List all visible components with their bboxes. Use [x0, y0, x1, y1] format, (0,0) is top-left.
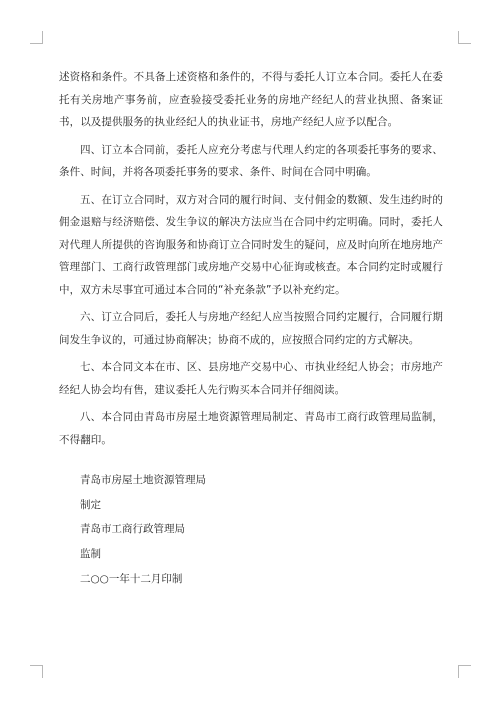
paragraph-continuation: 述资格和条件。不具备上述资格和条件的，不得与委托人订立本合同。委托人在委托有关房地产事务前，应查验接受委托业务的房地产经纪人的营业执照、备案证书，以及提供服务的执业经纪人的执业证书，房地产经纪人应予以配合。 — [59, 71, 443, 128]
crop-mark-top-left — [30, 31, 43, 44]
paragraph-clause-5: 五、在订立合同时，双方对合同的履行时间、支付佣金的数额、发生违约时的佣金退赔与经济赔偿、发生争议的解决方法应当在合同中约定明确。同时，委托人对代理人所提供的咨询服务和协商订立合同时发生的疑问，应及时向所在地房地产管理部门、工商行政管理部门或房地产交易中心征询或核查。本合同约定时或履行中，双方未尽事宜可通过本合同的“补充条款”予以补充约定。 — [59, 193, 443, 296]
paragraph-clause-4: 四、订立本合同前，委托人应充分考虑与代理人约定的各项委托事务的要求、条件、时间，并将各项委托事务的要求、条件、时间在合同中明确。 — [59, 143, 443, 178]
issuer-name: 青岛市房屋土地资源管理局 — [80, 474, 206, 486]
supervisor-role: 监制 — [80, 548, 101, 560]
paragraph-clause-7: 七、本合同文本在市、区、县房地产交易中心、市执业经纪人协会；市房地产经纪人协会均有售，建议委托人先行购买本合同并仔细阅读。 — [59, 361, 443, 396]
paragraph-clause-6: 六、订立合同后，委托人与房地产经纪人应当按照合同约定履行，合同履行期间发生争议的，可通过协商解决；协商不成的，应按照合同约定的方式解决。 — [59, 311, 443, 346]
supervisor-name: 青岛市工商行政管理局 — [80, 523, 185, 535]
crop-mark-top-right — [458, 31, 471, 44]
issuer-role: 制定 — [80, 499, 101, 511]
paragraph-clause-8: 八、本合同由青岛市房屋土地资源管理局制定、青岛市工商行政管理局监制，不得翻印。 — [59, 411, 443, 446]
crop-mark-bottom-right — [458, 665, 471, 678]
crop-mark-bottom-left — [30, 665, 43, 678]
print-date: 二○○一年十二月印制 — [80, 573, 183, 585]
document-body — [59, 66, 443, 456]
